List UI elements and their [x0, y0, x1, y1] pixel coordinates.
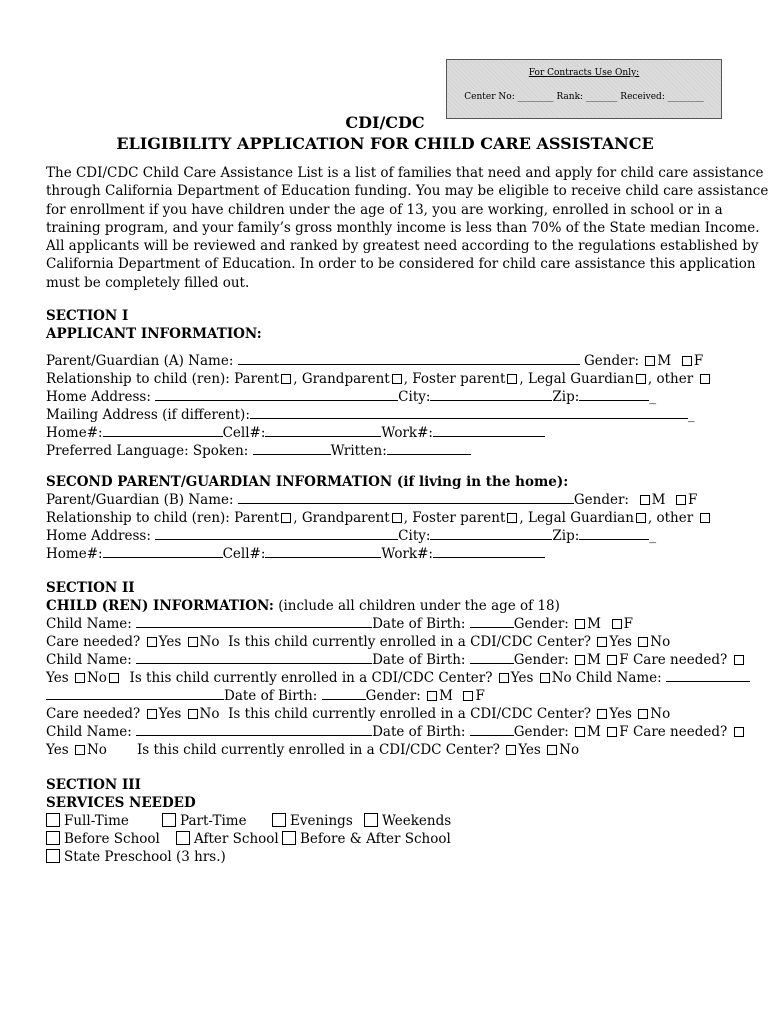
- child-name-field[interactable]: [136, 651, 372, 664]
- gender-f-checkbox[interactable]: [612, 619, 622, 629]
- before-after-label: Before & After School: [300, 831, 451, 847]
- service-full-time[interactable]: [46, 812, 129, 830]
- service-state-preschool[interactable]: [46, 848, 226, 866]
- child-name-label: Child Name:: [46, 616, 132, 632]
- enrolled-no-checkbox[interactable]: [638, 709, 648, 719]
- no-label: No: [86, 670, 107, 686]
- home-phone-label: Home#:: [46, 546, 103, 562]
- city-field[interactable]: [430, 388, 552, 401]
- parent-b-name-field[interactable]: [238, 491, 574, 504]
- home-phone-label: Home#:: [46, 425, 103, 441]
- full-time-checkbox[interactable]: [46, 813, 60, 827]
- care-no-checkbox[interactable]: [188, 709, 198, 719]
- yes-label: Yes: [518, 742, 541, 758]
- home-phone-field[interactable]: [103, 424, 223, 437]
- care-yes-checkbox[interactable]: [147, 637, 157, 647]
- before-after-checkbox[interactable]: [282, 831, 296, 845]
- zip-tail: _: [649, 389, 657, 405]
- legal-guardian-checkbox[interactable]: [636, 513, 646, 523]
- enrolled-yes-checkbox[interactable]: [597, 637, 607, 647]
- foster-checkbox[interactable]: [507, 374, 517, 384]
- language-label: Preferred Language: Spoken:: [46, 443, 249, 459]
- written-field[interactable]: [387, 442, 471, 455]
- evenings-label: Evenings: [290, 813, 353, 829]
- home-address-row: [46, 388, 656, 406]
- relationship-label: Relationship to child (ren): Parent: [46, 510, 280, 526]
- child3-row: [46, 687, 485, 705]
- yes-label: Yes: [609, 706, 632, 722]
- intro-line: The CDI/CDC Child Care Assistance List is a list of families that need and apply for child care assistance: [46, 165, 764, 181]
- f-care-label: F Care needed?: [619, 724, 728, 740]
- gender-label: Gender:: [513, 616, 569, 632]
- no-child-name-label: No Child Name:: [551, 670, 662, 686]
- home-address-field[interactable]: [155, 527, 398, 540]
- gender-m-checkbox[interactable]: [427, 691, 437, 701]
- part-time-label: Part-Time: [180, 813, 247, 829]
- evenings-checkbox[interactable]: [272, 813, 286, 827]
- m-label: M: [651, 492, 666, 508]
- cell-phone-field[interactable]: [265, 545, 381, 558]
- service-before-after-school[interactable]: [282, 830, 451, 848]
- gender-m-checkbox[interactable]: [640, 495, 650, 505]
- foster-checkbox[interactable]: [507, 513, 517, 523]
- gender-label: Gender:: [513, 652, 569, 668]
- service-evenings[interactable]: [272, 812, 353, 830]
- yes-label: Yes: [158, 634, 182, 650]
- m-label: M: [657, 353, 672, 369]
- gender-m-checkbox[interactable]: [575, 655, 585, 665]
- full-time-label: Full-Time: [64, 813, 129, 829]
- foster-label: , Foster parent: [403, 371, 506, 387]
- part-time-checkbox[interactable]: [162, 813, 176, 827]
- weekends-label: Weekends: [382, 813, 452, 829]
- mailing-label: Mailing Address (if different):: [46, 407, 250, 423]
- relationship-row: [46, 370, 712, 388]
- preschool-label: State Preschool (3 hrs.): [64, 849, 226, 865]
- gender-m-checkbox[interactable]: [645, 356, 655, 366]
- gender-f-checkbox[interactable]: [463, 691, 473, 701]
- zip-field[interactable]: [579, 527, 649, 540]
- child4-care-row: [46, 741, 579, 759]
- phones-b-row: [46, 545, 545, 563]
- contracts-title: For Contracts Use Only:: [528, 68, 640, 78]
- child2-row: [46, 651, 746, 669]
- gender-label: Gender:: [365, 688, 421, 704]
- preschool-checkbox[interactable]: [46, 849, 60, 863]
- other-label: , other: [647, 371, 694, 387]
- service-part-time[interactable]: [162, 812, 247, 830]
- child2-care-row: [46, 669, 750, 687]
- city-field[interactable]: [430, 527, 552, 540]
- gender-f-checkbox[interactable]: [607, 727, 617, 737]
- parent-checkbox[interactable]: [281, 374, 291, 384]
- enrolled-no-checkbox[interactable]: [540, 673, 550, 683]
- relationship-label: Relationship to child (ren): Parent: [46, 371, 280, 387]
- dob-field[interactable]: [470, 723, 514, 736]
- after-school-checkbox[interactable]: [176, 831, 190, 845]
- gender-label: Gender:: [583, 353, 640, 369]
- dob-label: Date of Birth:: [372, 616, 466, 632]
- zip-label: Zip:: [552, 528, 580, 544]
- cell-phone-label: Cell#:: [222, 546, 266, 562]
- section3-heading: SECTION III: [46, 777, 141, 793]
- f-label: F: [475, 688, 485, 704]
- dob-field[interactable]: [470, 615, 514, 628]
- child4-row: [46, 723, 746, 741]
- gender-f-checkbox[interactable]: [682, 356, 692, 366]
- section1-heading: SECTION I: [46, 308, 129, 324]
- care-needed-label: Care needed?: [46, 634, 141, 650]
- form-title: CDI/CDC: [345, 113, 425, 132]
- dob-label: Date of Birth:: [372, 724, 466, 740]
- before-school-checkbox[interactable]: [46, 831, 60, 845]
- dob-label: Date of Birth:: [372, 652, 466, 668]
- enrolled-yes-checkbox[interactable]: [499, 673, 509, 683]
- section2-subheading-row: [46, 597, 560, 615]
- child-name-field[interactable]: [136, 723, 372, 736]
- care-no-checkbox[interactable]: [75, 745, 85, 755]
- no-extra-checkbox[interactable]: [109, 673, 119, 683]
- other-checkbox[interactable]: [700, 513, 710, 523]
- parent-b-label: Parent/Guardian (B) Name:: [46, 492, 234, 508]
- yes-label: Yes: [158, 706, 182, 722]
- after-school-label: After School: [194, 831, 279, 847]
- legal-guardian-label: , Legal Guardian: [519, 510, 634, 526]
- form-subtitle: ELIGIBILITY APPLICATION FOR CHILD CARE ASSISTANCE: [116, 134, 654, 153]
- m-label: M: [587, 652, 601, 668]
- enrolled-question: Is this child currently enrolled in a CDI/CDC Center?: [136, 742, 500, 758]
- enrolled-question: Is this child currently enrolled in a CDI/CDC Center?: [228, 706, 592, 722]
- no-label: No: [199, 706, 220, 722]
- language-row: [46, 442, 471, 460]
- care-yes-checkbox[interactable]: [147, 709, 157, 719]
- enrolled-no-checkbox[interactable]: [547, 745, 557, 755]
- foster-label: , Foster parent: [403, 510, 506, 526]
- gender-f-checkbox[interactable]: [607, 655, 617, 665]
- f-label: F: [623, 616, 633, 632]
- contracts-use-box: [446, 59, 722, 119]
- cell-phone-field[interactable]: [265, 424, 381, 437]
- m-label: M: [587, 724, 601, 740]
- gender-label: Gender:: [513, 724, 569, 740]
- intro-line: through California Department of Education funding. You may be eligible to receive child care assistance: [46, 183, 769, 200]
- parent-checkbox[interactable]: [281, 513, 291, 523]
- f-label: F: [693, 353, 704, 369]
- enrolled-yes-checkbox[interactable]: [506, 745, 516, 755]
- service-weekends[interactable]: [364, 812, 451, 830]
- gender-m-checkbox[interactable]: [575, 619, 585, 629]
- yes-label: Yes: [46, 670, 69, 686]
- section1-subheading: APPLICANT INFORMATION:: [46, 326, 262, 342]
- dob-field[interactable]: [470, 651, 514, 664]
- parent-b-row: [46, 491, 697, 509]
- other-checkbox[interactable]: [700, 374, 710, 384]
- no-label: No: [199, 634, 220, 650]
- work-phone-label: Work#:: [381, 546, 433, 562]
- mailing-tail: _: [687, 407, 695, 423]
- no-label: No: [559, 742, 580, 758]
- care-no-checkbox[interactable]: [75, 673, 85, 683]
- grandparent-label: , Grandparent: [293, 371, 390, 387]
- intro-paragraph: [46, 164, 769, 292]
- enrolled-question: Is this child currently enrolled in a CDI/CDC Center?: [228, 634, 592, 650]
- child1-care-row: [46, 633, 670, 651]
- service-after-school[interactable]: [176, 830, 279, 848]
- city-label: City:: [398, 389, 431, 405]
- intro-line: training program, and your family’s gross monthly income is less than 70% of the State median Income.: [46, 219, 760, 236]
- cell-phone-label: Cell#:: [222, 425, 266, 441]
- yes-label: Yes: [510, 670, 534, 686]
- gender-f-checkbox[interactable]: [676, 495, 686, 505]
- zip-label: Zip:: [552, 389, 580, 405]
- parent-a-name-field[interactable]: [238, 352, 580, 365]
- no-label: No: [86, 742, 107, 758]
- home-address-b-row: [46, 527, 656, 545]
- f-care-label: F Care needed?: [619, 652, 728, 668]
- relationship-b-row: [46, 509, 712, 527]
- section3-subheading: SERVICES NEEDED: [46, 795, 196, 811]
- child-name-label: Child Name:: [46, 652, 132, 668]
- work-phone-field[interactable]: [433, 424, 545, 437]
- home-address-label: Home Address:: [46, 528, 151, 544]
- home-address-field[interactable]: [155, 388, 398, 401]
- before-school-label: Before School: [64, 831, 160, 847]
- care-needed-label: Care needed?: [46, 706, 141, 722]
- work-phone-field[interactable]: [433, 545, 545, 558]
- child-name-field[interactable]: [666, 669, 750, 682]
- no-label: No: [650, 706, 671, 722]
- legal-guardian-checkbox[interactable]: [636, 374, 646, 384]
- yes-label: Yes: [609, 634, 632, 650]
- gender-label: Gender:: [573, 492, 629, 508]
- zip-tail: _: [649, 528, 657, 544]
- section2-subnote: (include all children under the age of 18): [273, 598, 560, 614]
- care-no-checkbox[interactable]: [188, 637, 198, 647]
- care-yes-checkbox[interactable]: [734, 727, 744, 737]
- weekends-checkbox[interactable]: [364, 813, 378, 827]
- phones-row: [46, 424, 545, 442]
- mailing-row: [46, 406, 695, 424]
- enrolled-yes-checkbox[interactable]: [597, 709, 607, 719]
- intro-line: for enrollment if you have children under the age of 13, you are working, enrolled in school or in a: [46, 201, 723, 218]
- section2-heading: SECTION II: [46, 580, 135, 596]
- grandparent-label: , Grandparent: [293, 510, 390, 526]
- care-yes-checkbox[interactable]: [734, 655, 744, 665]
- parent-a-row: [46, 352, 703, 370]
- written-label: Written:: [330, 443, 387, 459]
- child-name-label: Child Name:: [46, 724, 132, 740]
- work-phone-label: Work#:: [381, 425, 433, 441]
- parent-a-label: Parent/Guardian (A) Name:: [46, 353, 234, 369]
- zip-field[interactable]: [579, 388, 649, 401]
- dob-field[interactable]: [322, 687, 366, 700]
- service-before-school[interactable]: [46, 830, 160, 848]
- m-label: M: [439, 688, 453, 704]
- second-parent-heading: SECOND PARENT/GUARDIAN INFORMATION (if living in the home):: [46, 474, 569, 490]
- f-label: F: [687, 492, 698, 508]
- child1-row: [46, 615, 633, 633]
- child3-care-row: [46, 705, 670, 723]
- spoken-field[interactable]: [253, 442, 331, 455]
- intro-line: All applicants will be reviewed and ranked by greatest need according to the regulations established by: [46, 238, 759, 255]
- gender-m-checkbox[interactable]: [575, 727, 585, 737]
- intro-line: California Department of Education. In order to be considered for child care assistance this application: [46, 256, 756, 273]
- grandparent-checkbox[interactable]: [392, 374, 402, 384]
- yes-label: Yes: [46, 742, 69, 758]
- other-label: , other: [647, 510, 694, 526]
- enrolled-question: Is this child currently enrolled in a CDI/CDC Center?: [129, 670, 493, 686]
- enrolled-no-checkbox[interactable]: [638, 637, 648, 647]
- dob-label: Date of Birth:: [224, 688, 318, 704]
- m-label: M: [587, 616, 601, 632]
- home-phone-field[interactable]: [103, 545, 223, 558]
- home-address-label: Home Address:: [46, 389, 151, 405]
- child-name-field[interactable]: [136, 615, 372, 628]
- section2-subheading: CHILD (REN) INFORMATION:: [46, 598, 274, 614]
- city-label: City:: [398, 528, 431, 544]
- no-label: No: [650, 634, 671, 650]
- child-name-field[interactable]: [46, 687, 224, 700]
- legal-guardian-label: , Legal Guardian: [519, 371, 634, 387]
- intro-line: must be completely filled out.: [46, 274, 250, 291]
- mailing-field[interactable]: [250, 406, 688, 419]
- grandparent-checkbox[interactable]: [392, 513, 402, 523]
- contracts-fields: Center No: ________ Rank: _______ Received: ________: [464, 92, 704, 102]
